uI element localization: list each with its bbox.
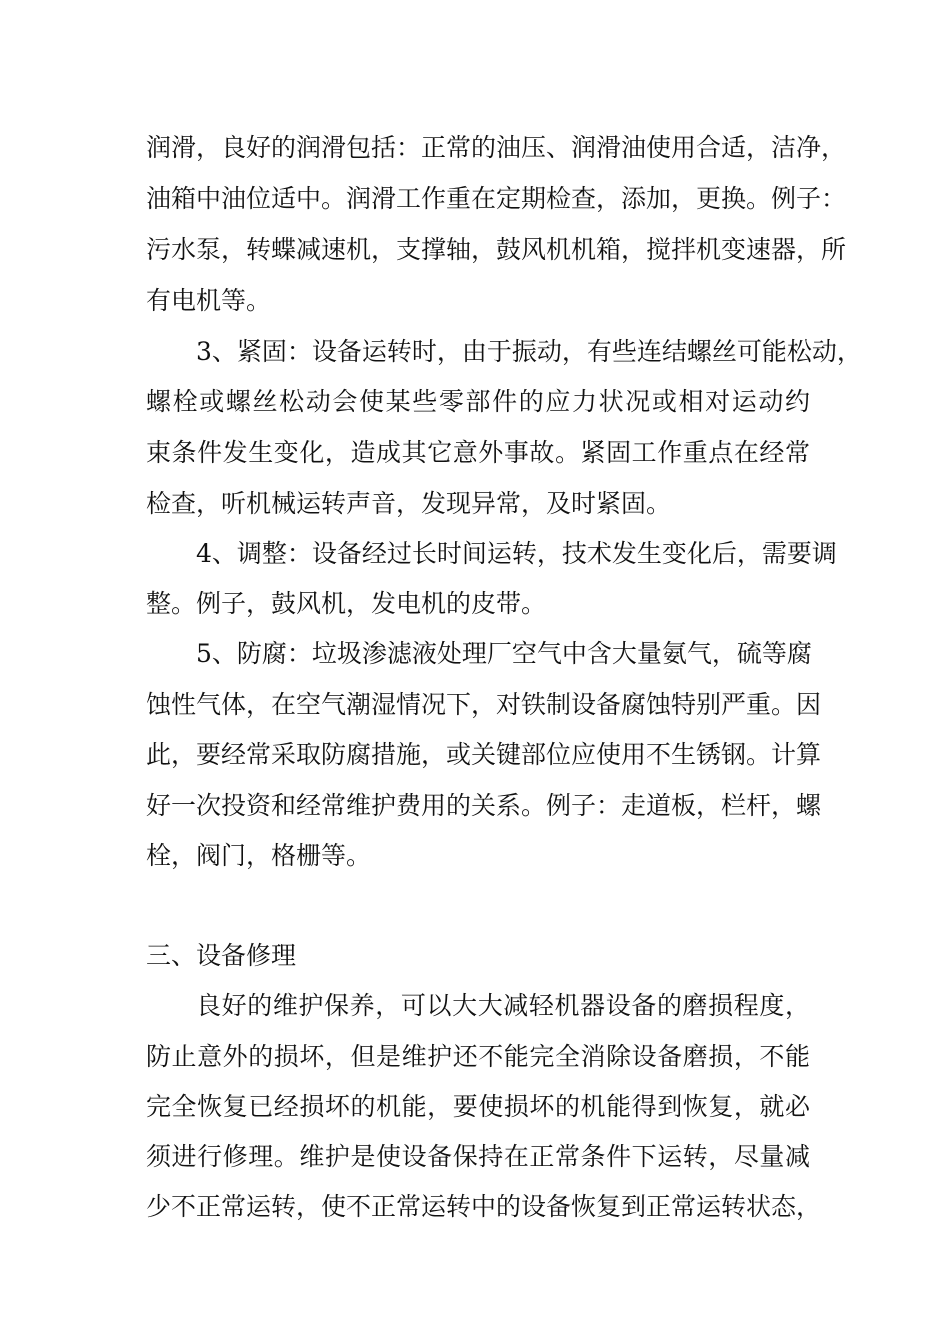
paragraph-line: 须进行修理。维护是使设备保持在正常条件下运转，尽量减 xyxy=(146,1142,810,1171)
paragraph-line: 防止意外的损坏，但是维护还不能完全消除设备磨损，不能 xyxy=(146,1042,810,1071)
paragraph-line: 5、防腐：垃圾渗滤液处理厂空气中含大量氨气，硫等腐 xyxy=(196,639,812,668)
paragraph-line: 蚀性气体，在空气潮湿情况下，对铁制设备腐蚀特别严重。因 xyxy=(146,690,822,719)
paragraph-line: 4、调整：设备经过长时间运转，技术发生变化后，需要调 xyxy=(196,539,837,568)
paragraph-line: 束条件发生变化，造成其它意外事故。紧固工作重点在经常 xyxy=(146,438,810,467)
paragraph-line: 良好的维护保养，可以大大减轻机器设备的磨损程度， xyxy=(196,991,810,1020)
paragraph-line: 好一次投资和经常维护费用的关系。例子：走道板，栏杆，螺 xyxy=(146,791,822,820)
paragraph-line: 少不正常运转，使不正常运转中的设备恢复到正常运转状态， xyxy=(146,1192,822,1221)
paragraph-line: 检查，听机械运转声音，发现异常，及时紧固。 xyxy=(146,489,672,518)
paragraph-line: 污水泵，转蝶减速机，支撑轴，鼓风机机箱，搅拌机变速器，所 xyxy=(146,235,847,264)
paragraph-line: 油箱中油位适中。润滑工作重在定期检查，添加，更换。例子： xyxy=(146,184,847,213)
paragraph-line: 有电机等。 xyxy=(146,286,272,315)
paragraph-line: 3、紧固：设备运转时，由于振动，有些连结螺丝可能松动， xyxy=(196,337,862,366)
paragraph-line: 完全恢复已经损坏的机能，要使损坏的机能得到恢复，就必 xyxy=(146,1092,810,1121)
section-heading: 三、设备修理 xyxy=(146,941,297,970)
paragraph-line: 此，要经常采取防腐措施，或关键部位应使用不生锈钢。计算 xyxy=(146,740,822,769)
paragraph-line: 润滑，良好的润滑包括：正常的油压、润滑油使用合适，洁净， xyxy=(146,133,847,162)
paragraph-line: 螺栓或螺丝松动会使某些零部件的应力状况或相对运动约 xyxy=(146,387,810,416)
paragraph-line: 栓，阀门，格栅等。 xyxy=(146,841,372,870)
paragraph-line: 整。例子，鼓风机，发电机的皮带。 xyxy=(146,589,547,618)
